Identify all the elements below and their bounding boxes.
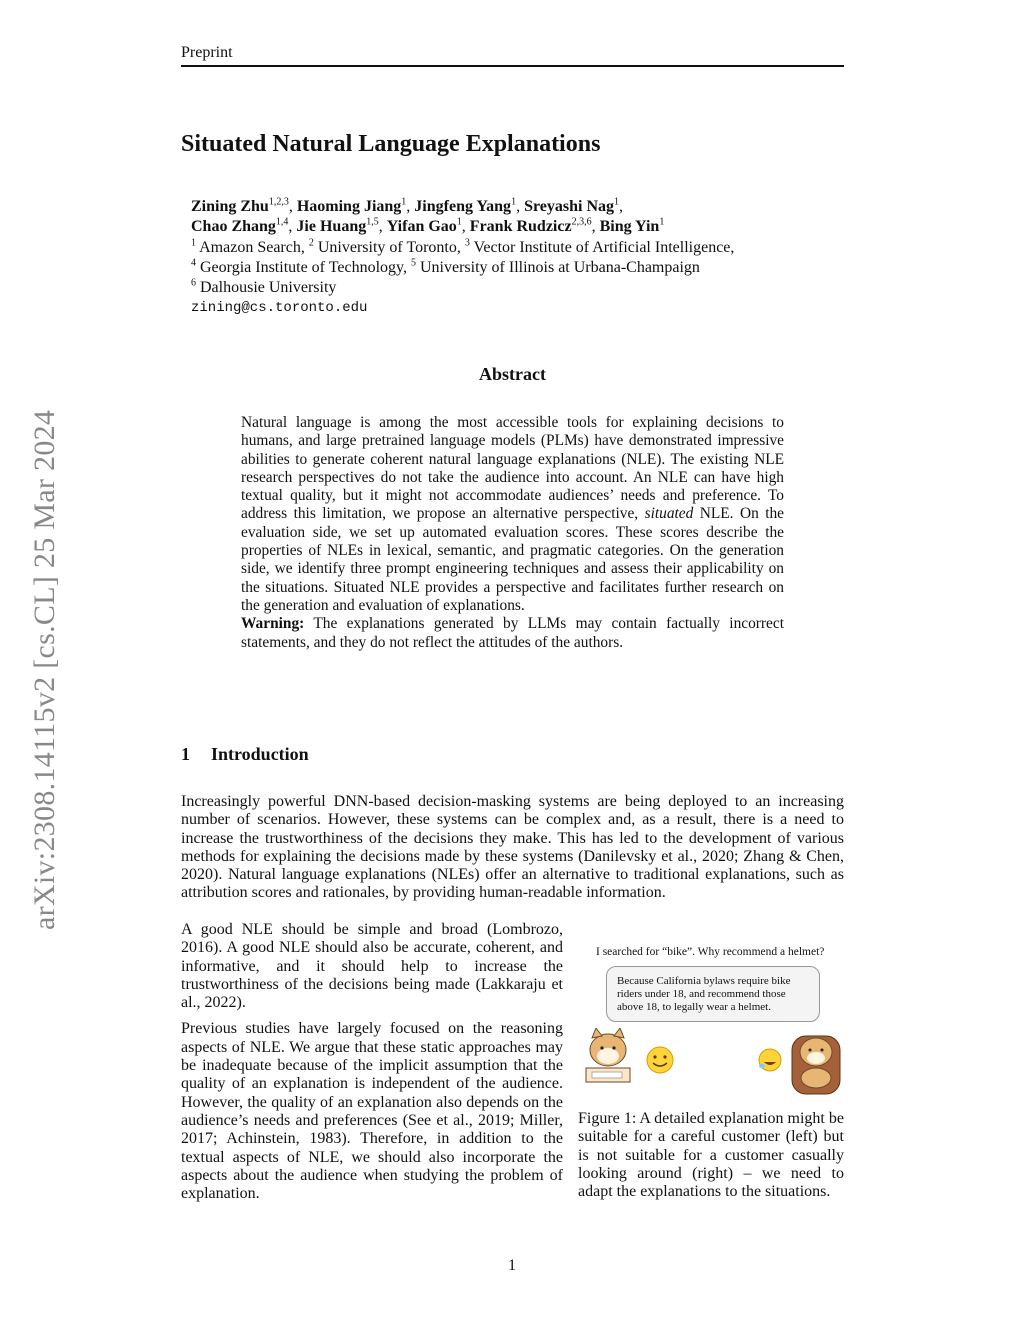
abstract-emphasis: situated (644, 505, 694, 523)
intro-paragraph: A good NLE should be simple and broad (Lombrozo, 2016). A good NLE should also be accurate, coherent, and informative, and it should help to increase the trustworthiness of the decisions being made (Lakkaraju et al., 2022). (181, 921, 563, 1012)
smiling-face-icon (647, 1047, 673, 1073)
figure-caption: Figure 1: A detailed explanation might be suitable for a careful customer (left) but is not suitable for a customer casually looking around (right) – we need to adapt the explanations to the situations. (578, 1110, 844, 1201)
author-affiliation: 1 (659, 216, 665, 228)
intro-text: Increasingly powerful DNN-based decision-masking systems are being deployed to an increasing number of scenarios. However, these systems can be complex and, as a result, there is a need to increase the trustworthiness of the decisions they make. This has led to the development of various methods for explaining the decisions made by these systems (Danilevsky et al., 2020; Zhang & Chen, 2020). Natural language explanations (NLEs) offer an alternative to traditional explanations, such as attribution scores and rationales, by providing human-readable information. (181, 793, 844, 902)
section-heading (181, 744, 309, 765)
warning-text: The explanations generated by LLMs may contain factually incorrect statements, and they do not reflect the attitudes of the authors. (241, 615, 784, 651)
affiliation-number: 4 (191, 257, 196, 269)
author-name: Frank Rudzicz (469, 218, 572, 236)
intro-paragraph-full (181, 793, 844, 903)
author-name: Sreyashi Nag (524, 198, 614, 215)
figure-illustration (578, 1028, 844, 1098)
running-header: Preprint (181, 44, 233, 61)
figure-1 (578, 940, 844, 1100)
author-name: Bing Yin (599, 218, 660, 236)
author-affiliation: 1 (614, 196, 619, 208)
author-affiliation: 1 (511, 196, 517, 208)
laughing-face-icon (759, 1049, 781, 1071)
affiliation-text: University of Toronto, (317, 238, 461, 256)
author-line-2: Chao Zhang$^{1,4}$, Jie Huang$^{1,5}$, Yifan Gao$^1$, Frank Rudzicz$^{2,3,6}$, Bing Yin$^1$ (191, 216, 665, 236)
affiliation-number: 2 (308, 237, 314, 249)
affiliation-text: University of Illinois at Urbana-Champaign (419, 258, 700, 276)
warning-label: Warning: (241, 615, 305, 633)
header-rule (181, 65, 844, 67)
author-name: Haoming Jiang (296, 198, 402, 215)
paper-title: Situated Natural Language Explanations (181, 131, 601, 157)
casual-customer-icon (792, 1036, 840, 1094)
abstract-warning (241, 615, 784, 652)
author-affiliation: 1,5 (366, 216, 379, 228)
abstract-body (241, 414, 784, 652)
affiliation-line (191, 258, 734, 278)
author-name: Zining Zhu (191, 198, 269, 215)
explanation-text: Because California bylaws require bike riders under 18, and recommend those above 18, to legally wear a helmet. (617, 975, 791, 1013)
section-number: 1 (181, 744, 190, 764)
affiliation-line (191, 238, 734, 258)
careful-customer-icon (586, 1028, 630, 1082)
section-title: Introduction (211, 744, 309, 764)
abstract-text: NLE. On the evaluation side, we set up automated evaluation scores. These scores describe the properties of NLEs in lexical, semantic, and pragmatic categories. On the generation side, we identify three prompt engineering techniques and assess their applicability on the situations. Situated NLE provides a perspective and facilitates further research on the generation and evaluation of explanations. (241, 505, 784, 614)
abstract-heading: Abstract (479, 364, 546, 384)
affiliation-text: Amazon Search, (199, 238, 305, 256)
author-name: Yifan Gao (386, 218, 457, 236)
affiliation-number: 5 (410, 257, 416, 269)
intro-paragraph: Previous studies have largely focused on the reasoning aspects of NLE. We argue that these static approaches may be inadequate because of the implicit assumption that the quality of an explanation is independent of the audience. However, the quality of an explanation also depends on the audience’s needs and preferences (See et al., 2019; Miller, 2017; Achinstein, 1983). Therefore, in addition to the textual aspects of NLE, we should also incorporate the aspects about the audience when studying the problem of explanation. (181, 1020, 563, 1203)
affiliation-text: Georgia Institute of Technology, (200, 258, 407, 276)
page-number: 1 (508, 1257, 516, 1274)
affiliation-number: 1 (191, 237, 196, 249)
author-block (191, 197, 734, 319)
affiliation-text: Dalhousie University (200, 279, 337, 297)
abstract-text: Natural language is among the most accessible tools for explaining decisions to humans, and large pretrained language models (PLMs) have demonstrated impressive abilities to generate coherent natural language explanations (NLE). The existing NLE research perspectives do not take the audience into account. An NLE can have high textual quality, but it might not accommodate audiences’ needs and preference. To address this limitation, we propose an alternative perspective, (241, 414, 784, 523)
figure-query-text: I searched for “bike”. Why recommend a helmet? (596, 946, 825, 958)
author-email[interactable]: zining@cs.toronto.edu (191, 300, 368, 317)
abstract-paragraph (241, 414, 784, 615)
author-name: Jingfeng Yang (414, 198, 512, 215)
author-affiliation: 2,3,6 (571, 216, 592, 228)
explanation-bubble (606, 966, 820, 1022)
arxiv-identifier: arXiv:2308.14115v2 [cs.CL] 25 Mar 2024 (28, 409, 61, 930)
author-affiliation: 1,4 (275, 216, 289, 228)
affiliation-line (191, 278, 734, 298)
affiliation-number: 3 (464, 237, 470, 249)
author-affiliation: 1 (456, 216, 462, 228)
affiliation-text: Vector Institute of Artificial Intelligence, (473, 238, 735, 256)
intro-column (181, 921, 563, 1203)
author-name: Chao Zhang (191, 218, 276, 236)
author-affiliation: 1,2,3 (268, 196, 289, 208)
author-name: Jie Huang (296, 218, 367, 236)
author-affiliation: 1 (401, 196, 407, 208)
affiliation-number: 6 (191, 277, 196, 289)
author-line-1: Zining Zhu$^{1,2,3}$, Haoming Jiang$^1$, Jingfeng Yang$^1$, Sreyashi Nag$^1$, (191, 196, 623, 215)
